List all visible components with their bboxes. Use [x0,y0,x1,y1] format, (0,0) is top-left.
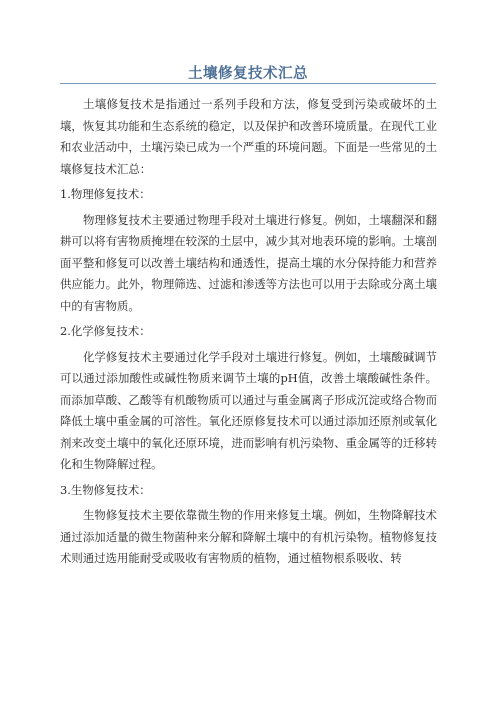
section-body-biological: 生物修复技术主要依靠微生物的作用来修复土壤。例如，生物降解技术通过添加适量的微生物菌种来分解和降解土壤中的有机污染物。植物修复技术则通过选用能耐受或吸收有害物质的植物，通过植物根系吸收、转 [60,508,437,565]
section-heading-chemical: 2.化学修复技术： [60,324,151,338]
document-body [60,94,437,574]
section-heading-biological: 3.生物修复技术： [60,482,151,497]
title-divider [60,83,436,84]
section-heading-physical: 1.物理修复技术： [60,187,151,201]
section-body-chemical: 化学修复技术主要通过化学手段对土壤进行修复。例如，土壤酸碱调节可以通过添加酸性或碱性物质来调节土壤的pH值，改善土壤酸碱性条件。而添加草酸、乙酸等有机酸物质可以通过与重金属离子形成沉淀或络合物而降低土壤中重金属的可溶性。氧化还原修复技术可以通过添加还原剂或氧化剂来改变土壤中的氧化还原环境，进而影响有机污染物、重金属等的迁移转化和生物降解过程。 [60,349,437,471]
section-body-physical: 物理修复技术主要通过物理手段对土壤进行修复。例如，土壤翻深和翻耕可以将有害物质掩埋在较深的土层中，减少其对地表环境的影响。土壤剖面平整和修复可以改善土壤结构和通透性，提高土壤的水分保持能力和营养供应能力。此外，物理筛选、过滤和渗透等方法也可以用于去除或分离土壤中的有害物质。 [60,212,437,313]
intro-paragraph: 土壤修复技术是指通过一系列手段和方法，修复受到污染或破坏的土壤，恢复其功能和生态系统的稳定，以及保护和改善环境质量。在现代工业和农业活动中，土壤污染已成为一个严重的环境问题。下面是一些常见的土壤修复技术汇总： [60,97,437,176]
document-title: 土壤修复技术汇总 [188,65,308,82]
